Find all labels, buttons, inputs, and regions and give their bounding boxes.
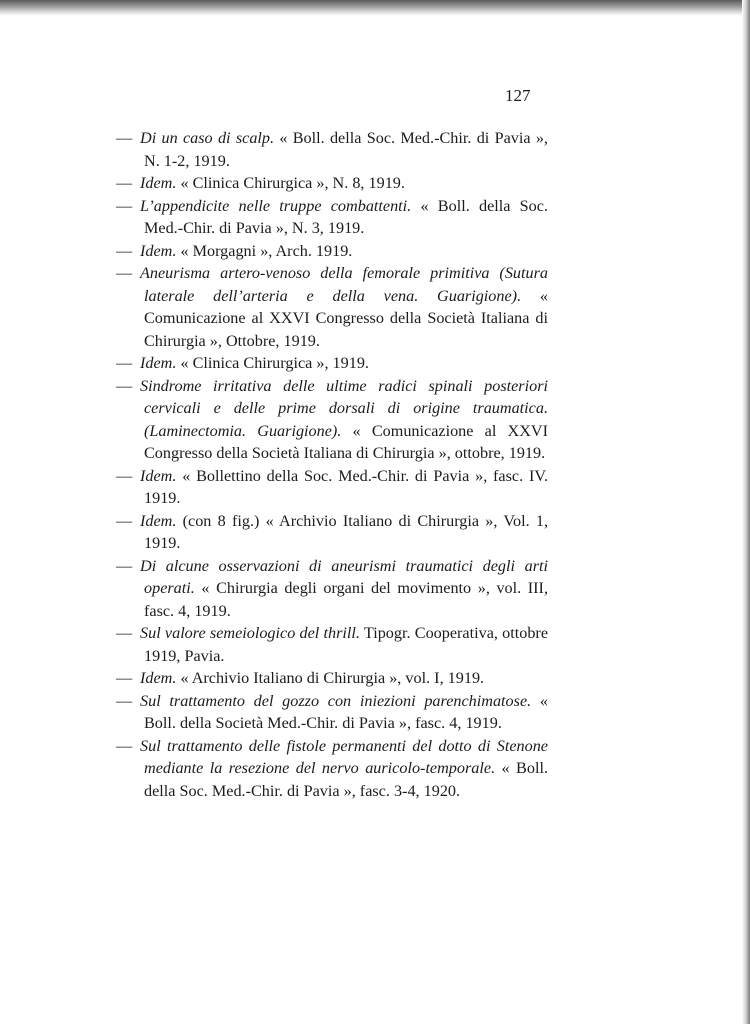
entry-dash: — (116, 354, 133, 372)
entry-source: « Comunicazione al XXVI Congresso della Società Italiana di Chirurgia », Ottobre, 1919. (144, 286, 548, 350)
entry-dash: — (116, 241, 133, 260)
bibliography-entry (116, 622, 548, 667)
entry-dash: — (116, 511, 133, 530)
entry-dash: — (116, 466, 133, 485)
entry-title: Sindrome irritativa delle ultime radici spinali posteriori cervicali e delle prime dorsali di origine traumatica. (Laminectomia. Guarigione). (140, 376, 548, 440)
bibliography-entry (116, 735, 548, 803)
entry-source: « Bollettino della Soc. Med.-Chir. di Pavia », fasc. IV. 1919. (144, 466, 548, 507)
entry-title: Idem. (140, 174, 177, 192)
entry-title: L’appendicite nelle truppe combattenti. (140, 196, 412, 215)
page-number: 127 (505, 86, 531, 105)
entry-source: « Boll. della Soc. Med.-Chir. di Pavia », N. 1-2, 1919. (144, 129, 548, 170)
entry-title: Sul trattamento delle fistole permanenti del dotto di Stenone mediante la resezione del nervo auricolo-temporale. (140, 736, 548, 777)
entry-title: Idem. (140, 669, 177, 687)
entry-dash: — (116, 736, 133, 755)
bibliography-entry (116, 172, 548, 195)
scan-top-edge (0, 0, 750, 16)
entry-title: Idem. (140, 354, 177, 372)
bibliography-entry (116, 667, 548, 690)
entry-dash: — (116, 669, 133, 687)
bibliography-entry (116, 465, 548, 510)
entry-source: « Clinica Chirurgica », 1919. (176, 354, 369, 372)
entry-dash: — (116, 196, 133, 215)
bibliography-entry (116, 555, 548, 623)
entry-title: Aneurisma artero-venoso della femorale primitiva (Sutura laterale dell’arteria e della vena. Guarigione). (140, 264, 548, 305)
entry-dash: — (116, 556, 133, 575)
entry-source: (con 8 fig.) « Archivio Italiano di Chirurgia », Vol. 1, 1919. (144, 511, 548, 552)
entry-dash: — (116, 376, 133, 395)
entry-dash: — (116, 264, 133, 282)
entry-title: Sul valore semeiologico del thrill. (140, 624, 360, 642)
bibliography-entry (116, 127, 548, 172)
entry-dash: — (116, 691, 133, 710)
bibliography-entry (116, 195, 548, 240)
entry-source: « Comunicazione al XXVI Congresso della Società Italiana di Chirurgia », ottobre, 1919. (144, 421, 548, 462)
entry-title: Di alcune osservazioni di aneurismi traumatici degli arti operati. (140, 556, 548, 597)
entry-title: Sul trattamento del gozzo con iniezioni parenchimatose. (140, 691, 532, 710)
entry-source: « Boll. della Soc. Med.-Chir. di Pavia », fasc. 3-4, 1920. (144, 759, 548, 800)
entry-source: Tipogr. Cooperativa, ottobre 1919, Pavia. (144, 624, 549, 665)
bibliography-entry (116, 375, 548, 465)
entry-title: Di un caso di scalp. (140, 129, 275, 147)
entry-title: Idem. (140, 511, 177, 530)
bibliography-entry (116, 690, 548, 735)
entry-dash: — (116, 174, 133, 192)
entry-source: « Morgagni », Arch. 1919. (176, 241, 353, 260)
bibliography-entry (116, 240, 548, 263)
entry-title: Idem. (140, 241, 177, 260)
bibliography-entry (116, 352, 548, 375)
entry-source: « Boll. della Società Med.-Chir. di Pavia », fasc. 4, 1919. (144, 691, 549, 732)
bibliography-entry (116, 510, 548, 555)
entry-source: « Boll. della Soc. Med.-Chir. di Pavia », N. 3, 1919. (144, 196, 549, 237)
entry-dash: — (116, 129, 133, 147)
scan-right-edge (742, 0, 750, 1024)
entry-title: Idem. (140, 466, 177, 485)
entry-dash: — (116, 624, 133, 642)
bibliography-list (116, 127, 548, 802)
bibliography-entry (116, 262, 548, 352)
entry-source: « Clinica Chirurgica », N. 8, 1919. (176, 174, 405, 192)
entry-source: « Chirurgia degli organi del movimento », vol. III, fasc. 4, 1919. (144, 579, 548, 620)
entry-source: « Archivio Italiano di Chirurgia », vol. I, 1919. (176, 669, 485, 687)
